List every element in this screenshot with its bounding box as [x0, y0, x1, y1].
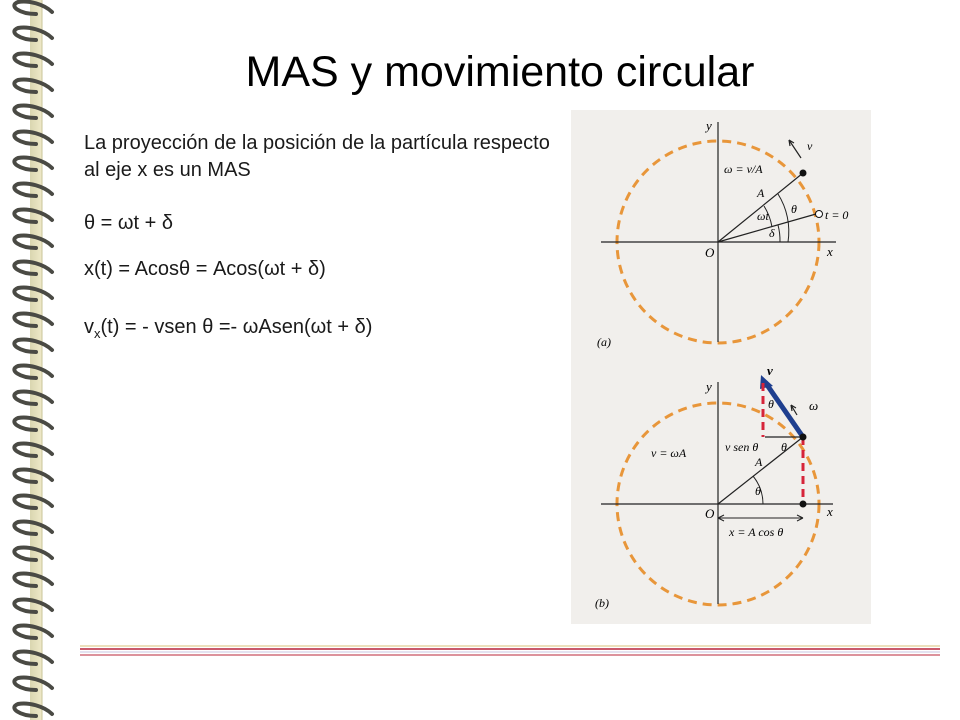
theta-bottom-label-b: θ [755, 484, 761, 498]
y-label-b: y [706, 379, 712, 394]
x-label-b: x [827, 504, 833, 519]
v-label-b: v [767, 363, 773, 378]
panel-label-a: (a) [597, 335, 611, 349]
velocity-subscript: x [94, 326, 101, 341]
projection-text: La proyección de la posición de la partícula respecto al eje x es un MAS [84, 132, 550, 181]
particle-a [800, 170, 807, 177]
velocity-equation [84, 314, 372, 343]
omega-label-b: ω [809, 398, 819, 413]
footer-divider [80, 644, 940, 658]
t0-label-a: t = 0 [825, 208, 849, 222]
circular-motion-figure [571, 110, 871, 624]
amplitude-label-b: A [755, 455, 763, 469]
vsen-label-b: v sen θ [725, 440, 759, 454]
omega-label-a: ω = v/A [724, 162, 763, 176]
velocity-expression: (t) = - vsen θ =- ωAsen(ωt + δ) [100, 316, 373, 338]
origin-label-b: O [705, 506, 715, 521]
spiral-binding [0, 0, 64, 720]
projection-label-b: x = A cos θ [729, 525, 784, 539]
particle-b [800, 434, 807, 441]
x-label-a: x [827, 244, 833, 259]
theta-top-label-b: θ [768, 397, 774, 411]
y-label-a: y [706, 118, 712, 133]
theta-equation: θ = ωt + δ [84, 212, 174, 234]
start-point-a [816, 211, 823, 218]
amplitude-label-a: A [757, 186, 765, 200]
delta-label-a: δ [769, 226, 775, 240]
projection-point-b [800, 501, 807, 508]
theta-label-a: θ [791, 202, 797, 216]
velocity-eq-label-b: v = ωA [651, 446, 687, 460]
v-label-a: v [807, 139, 813, 153]
position-equation: x(t) = Acosθ = Acos(ωt + δ) [84, 258, 326, 280]
omega-t-label-a: ωt [757, 209, 769, 223]
origin-label-a: O [705, 245, 715, 260]
theta-mid-label-b: θ [781, 440, 787, 454]
velocity-symbol: v [84, 316, 94, 338]
panel-label-b: (b) [595, 596, 609, 610]
slide-title: MAS y movimiento circular [245, 48, 755, 96]
